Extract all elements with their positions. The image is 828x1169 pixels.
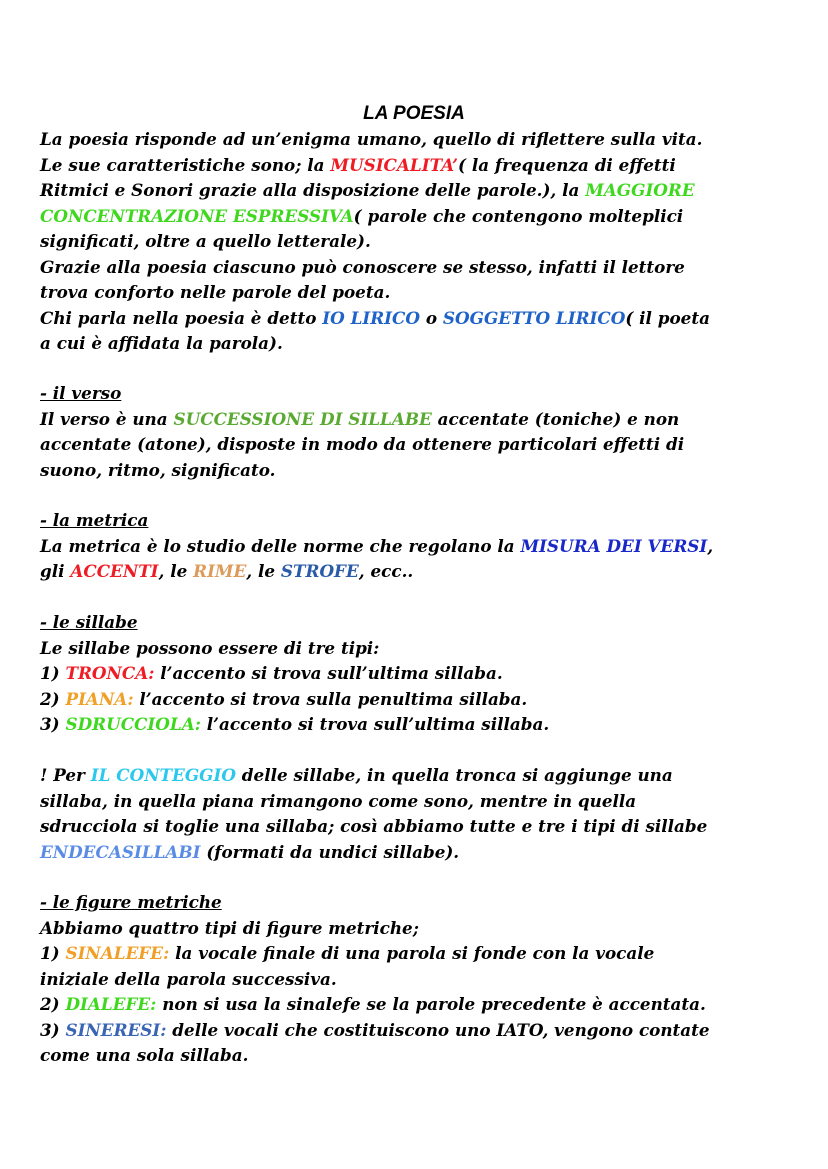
list-item: 3) SINERESI: delle vocali che costituiscono uno IATO, vengono contate xyxy=(40,1019,710,1040)
keyword-sdrucciola: SDRUCCIOLA: xyxy=(65,714,201,734)
section-heading: - le figure metriche xyxy=(40,892,222,912)
list-item: 3) SDRUCCIOLA: l’accento si trova sull’ultima sillaba. xyxy=(40,714,550,734)
keyword-musicalita: MUSICALITA’ xyxy=(330,154,459,175)
intro-line: trova conforto nelle parole del poeta. xyxy=(40,282,391,302)
intro-line: Ritmici e Sonori grazie alla disposizione delle parole.), la MAGGIORE xyxy=(40,180,695,200)
section-heading: - le sillabe xyxy=(40,612,138,632)
intro-line: Grazie alla poesia ciascuno può conoscere se stesso, infatti il lettore xyxy=(40,256,685,277)
keyword-dialefe: DIALEFE: xyxy=(65,994,157,1014)
keyword-conteggio: IL CONTEGGIO xyxy=(90,765,236,785)
section-heading: - la metrica xyxy=(40,510,149,530)
text-line: sdrucciola si toglie una sillaba; così abbiamo tutte e tre i tipi di sillabe xyxy=(40,816,708,836)
text-line: ! Per IL CONTEGGIO delle sillabe, in quella tronca si aggiunge una xyxy=(40,765,673,785)
verso-section xyxy=(40,381,792,483)
list-item: 1) SINALEFE: la vocale finale di una parola si fonde con la vocale xyxy=(40,943,655,963)
text-line: ENDECASILLABI (formati da undici sillabe). xyxy=(40,841,460,862)
text-line: La metrica è lo studio delle norme che regolano la MISURA DEI VERSI, xyxy=(40,535,714,556)
metrica-section xyxy=(40,508,792,585)
list-item: 1) TRONCA: l’accento si trova sull’ultima sillaba. xyxy=(40,663,503,683)
keyword-successione: SUCCESSIONE DI SILLABE xyxy=(173,408,432,429)
text-line: Il verso è una SUCCESSIONE DI SILLABE accentate (toniche) e non xyxy=(40,408,680,429)
keyword-endecasillabi: ENDECASILLABI xyxy=(40,841,201,862)
text-line: iniziale della parola successiva. xyxy=(40,968,337,989)
keyword-sineresi: SINERESI: xyxy=(65,1019,167,1040)
text-line: Le sillabe possono essere di tre tipi: xyxy=(40,637,380,658)
keyword-concentrazione: CONCENTRAZIONE ESPRESSIVA xyxy=(40,205,354,226)
keyword-accenti: ACCENTI xyxy=(70,561,159,581)
list-item: 2) DIALEFE: non si usa la sinalefe se la parole precedente è accentata. xyxy=(40,994,706,1014)
keyword-maggiore: MAGGIORE xyxy=(585,180,695,200)
intro-line: Le sue caratteristiche sono; la MUSICALITA’( la frequenza di effetti xyxy=(40,154,676,175)
text-line: sillaba, in quella piana rimangono come sono, mentre in quella xyxy=(40,790,637,811)
intro-line: La poesia risponde ad un’enigma umano, quello di riflettere sulla vita. xyxy=(40,129,703,149)
intro-line: significati, oltre a quello letterale). xyxy=(40,231,371,251)
intro-line: a cui è affidata la parola). xyxy=(40,333,283,353)
sillabe-section xyxy=(40,610,792,738)
keyword-strofe: STROFE xyxy=(280,561,359,581)
conteggio-section xyxy=(40,763,792,865)
keyword-io-lirico: IO LIRICO xyxy=(322,307,421,328)
keyword-sinalefe: SINALEFE: xyxy=(65,943,170,963)
intro-section xyxy=(40,127,792,357)
intro-line: Chi parla nella poesia è detto IO LIRICO o SOGGETTO LIRICO( il poeta xyxy=(40,307,710,328)
keyword-rime: RIME xyxy=(193,561,247,581)
text-line: come una sola sillaba. xyxy=(40,1045,249,1065)
page-title: LA POESIA xyxy=(363,103,465,124)
keyword-soggetto-lirico: SOGGETTO LIRICO xyxy=(442,307,626,328)
text-line: suono, ritmo, significato. xyxy=(40,459,276,480)
section-heading: - il verso xyxy=(40,383,122,403)
list-item: 2) PIANA: l’accento si trova sulla penultima sillaba. xyxy=(40,688,528,709)
text-line: accentate (atone), disposte in modo da ottenere particolari effetti di xyxy=(40,434,685,454)
intro-line: CONCENTRAZIONE ESPRESSIVA( parole che contengono molteplici xyxy=(40,205,684,226)
keyword-piana: PIANA: xyxy=(65,688,134,709)
text-line: gli ACCENTI, le RIME, le STROFE, ecc.. xyxy=(40,561,414,581)
text-line: Abbiamo quattro tipi di figure metriche; xyxy=(40,917,419,938)
keyword-tronca: TRONCA: xyxy=(65,663,155,683)
keyword-misura: MISURA DEI VERSI xyxy=(520,535,708,556)
figure-section xyxy=(40,890,792,1069)
